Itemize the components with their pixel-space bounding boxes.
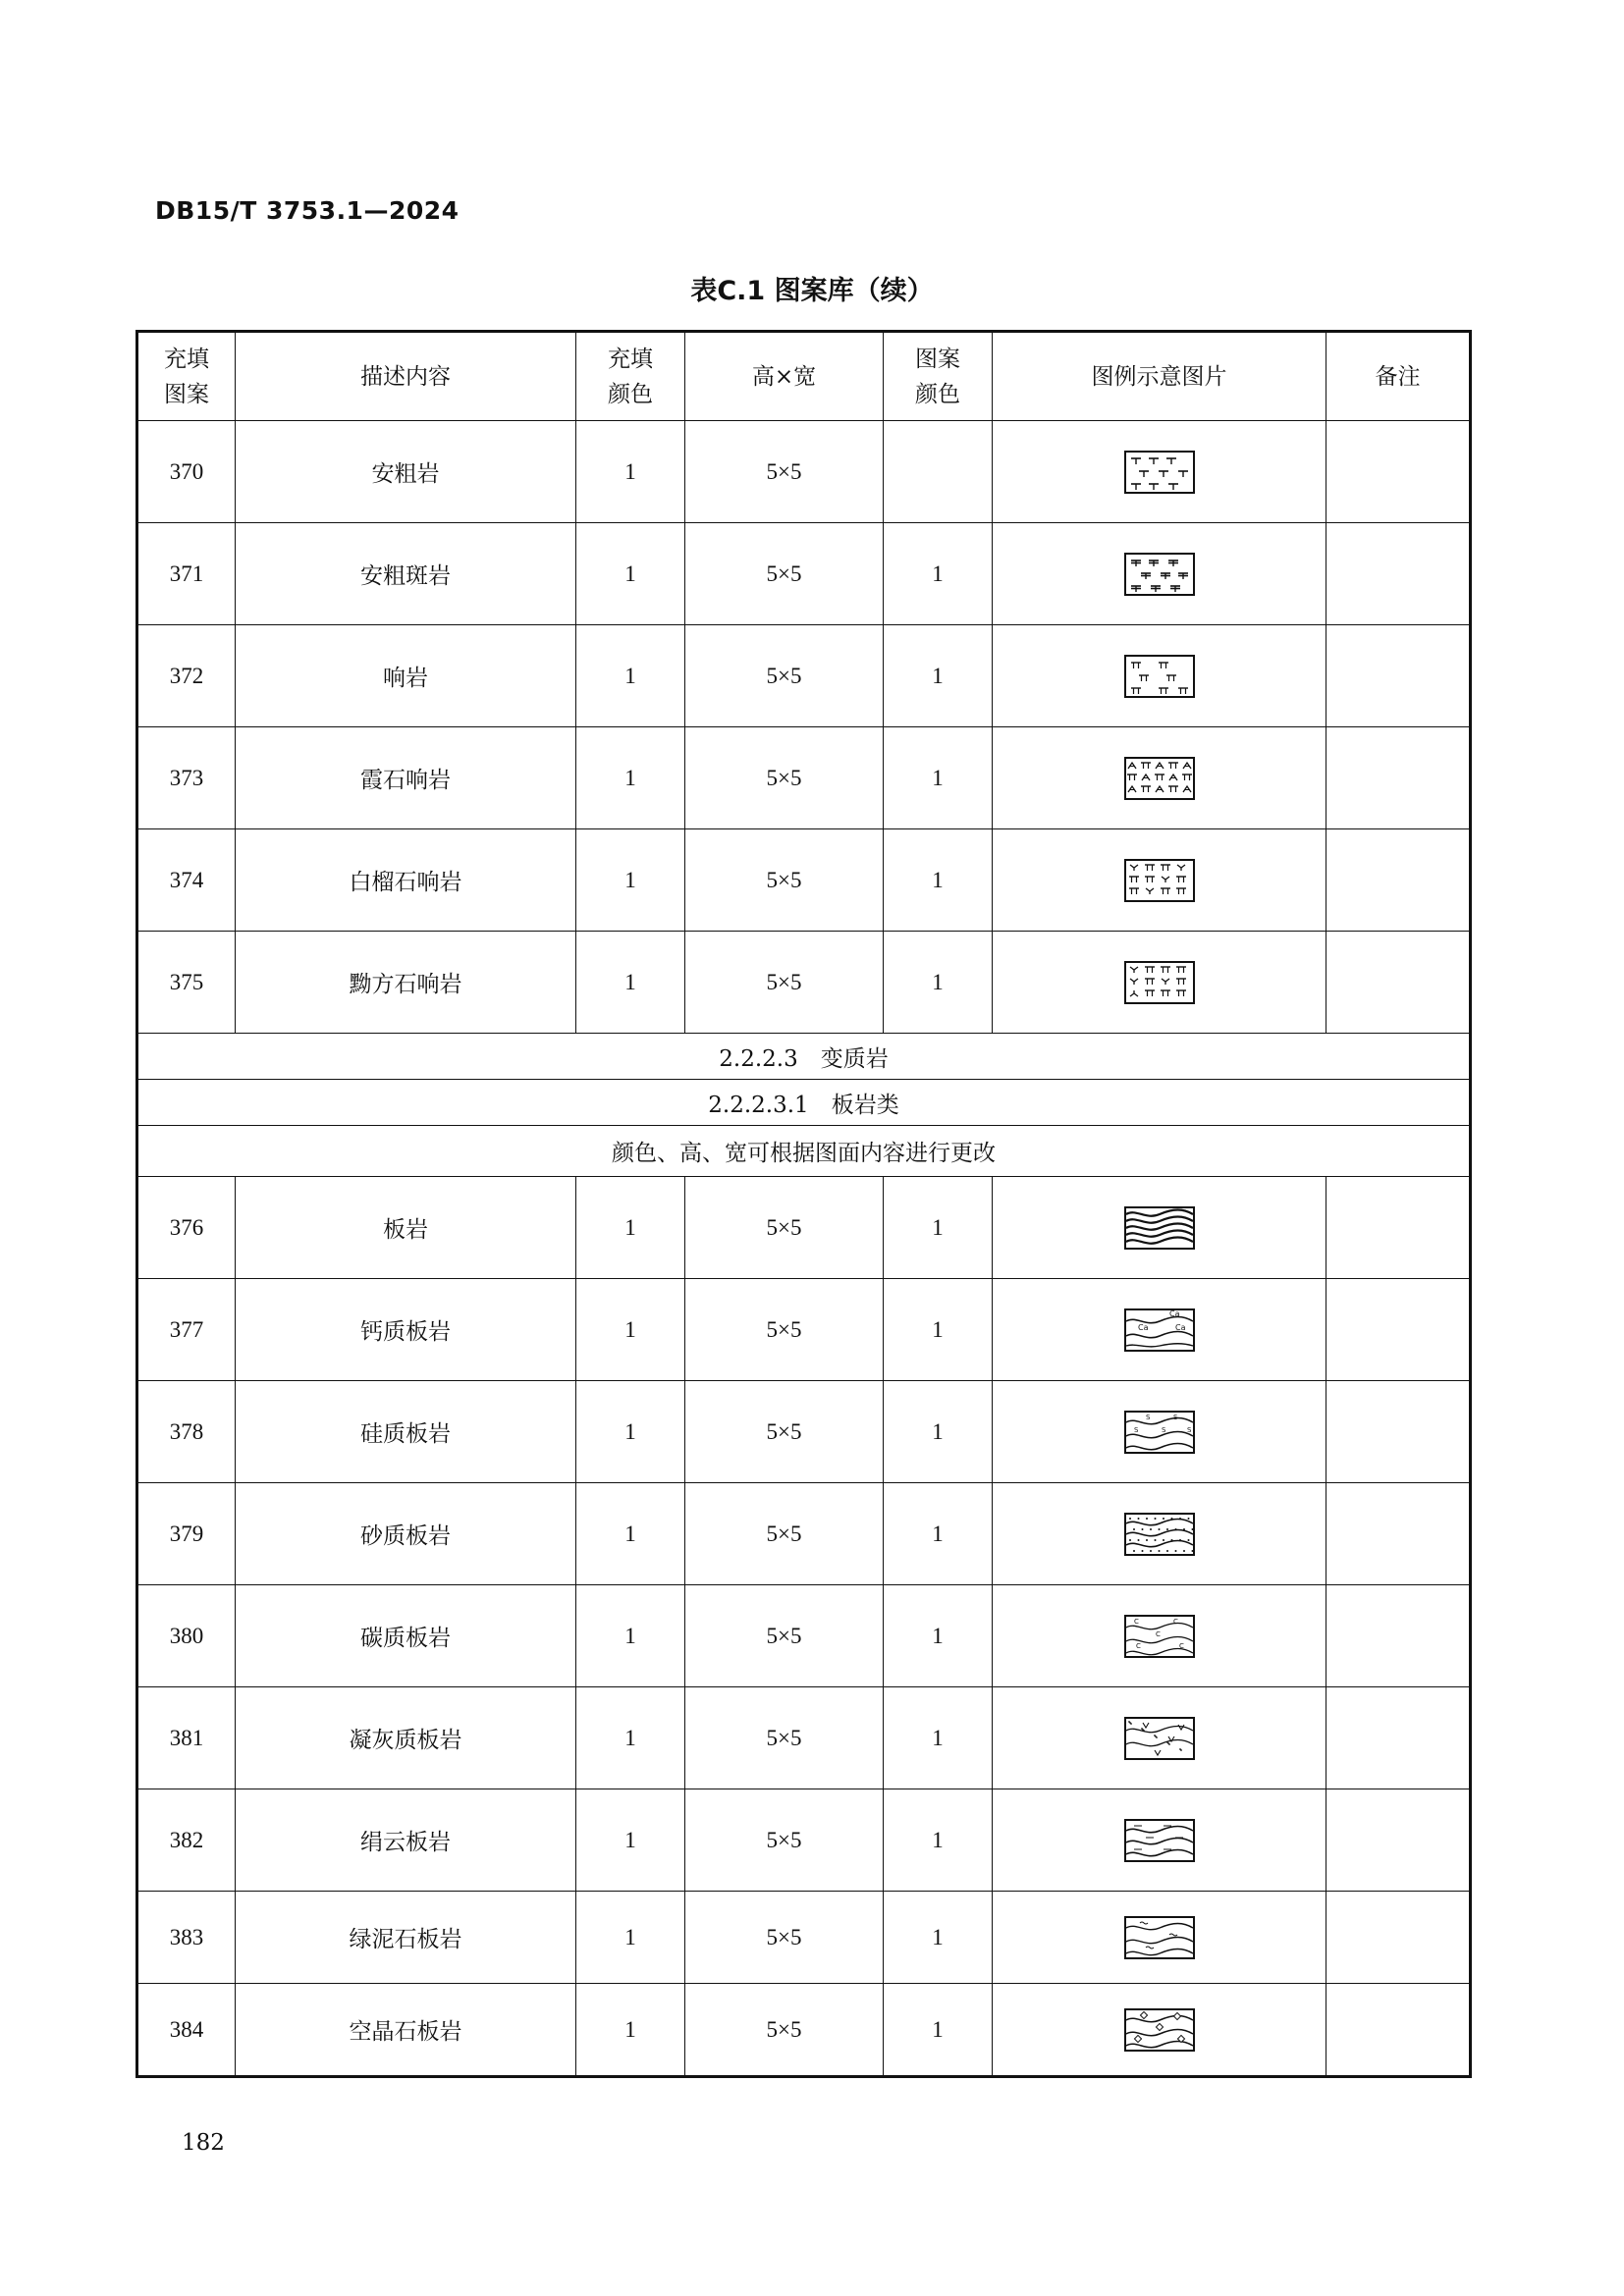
table-row — [137, 1892, 1471, 1984]
table-row — [137, 1789, 1471, 1892]
pattern-color-cell: 1 — [884, 1585, 993, 1687]
section-row — [137, 1126, 1471, 1177]
size-cell: 5×5 — [685, 1687, 884, 1789]
legend-cell — [993, 1892, 1326, 1984]
svg-text:Ca: Ca — [1137, 1322, 1148, 1332]
table-row — [137, 1585, 1471, 1687]
carbonaceous-slate-pattern-icon — [1124, 1615, 1195, 1658]
svg-text:S: S — [1161, 1425, 1165, 1434]
pattern-color-cell: 1 — [884, 1177, 993, 1279]
pattern-color-cell — [884, 421, 993, 523]
size-cell: 5×5 — [685, 421, 884, 523]
fill-color-cell: 1 — [576, 421, 685, 523]
table-row — [137, 421, 1471, 523]
sandy-slate-pattern-icon — [1124, 1513, 1195, 1556]
header-text: 充填 颜色 — [608, 346, 653, 407]
legend-cell — [993, 421, 1326, 523]
description-cell: 安粗岩 — [236, 421, 576, 523]
fill-color-cell: 1 — [576, 932, 685, 1034]
fill-color-cell: 1 — [576, 1483, 685, 1585]
description-cell: 板岩 — [236, 1177, 576, 1279]
code-cell: 370 — [137, 421, 236, 523]
size-cell: 5×5 — [685, 932, 884, 1034]
description-cell: 硅质板岩 — [236, 1381, 576, 1483]
header-text: 图例示意图片 — [1091, 363, 1227, 390]
calcareous-slate-pattern-icon — [1124, 1308, 1195, 1352]
remarks-cell — [1326, 1381, 1471, 1483]
remarks-cell — [1326, 1984, 1471, 2077]
table-row — [137, 1483, 1471, 1585]
slate-pattern-icon — [1124, 1206, 1195, 1250]
svg-text:C: C — [1155, 1629, 1161, 1638]
table-row — [137, 932, 1471, 1034]
pattern-color-cell: 1 — [884, 1483, 993, 1585]
remarks-cell — [1326, 932, 1471, 1034]
legend-cell — [993, 1483, 1326, 1585]
svg-text:C: C — [1172, 1617, 1178, 1626]
document-id: DB15/T 3753.1—2024 — [155, 196, 460, 225]
legend-cell — [993, 523, 1326, 625]
svg-text:S: S — [1186, 1425, 1191, 1434]
pattern-color-cell: 1 — [884, 523, 993, 625]
size-cell: 5×5 — [685, 523, 884, 625]
chiastolite-slate-pattern-icon — [1124, 2008, 1195, 2052]
code-cell: 378 — [137, 1381, 236, 1483]
remarks-cell — [1326, 625, 1471, 727]
header-pattern-code — [137, 332, 236, 421]
size-cell: 5×5 — [685, 829, 884, 932]
header-remarks — [1326, 332, 1471, 421]
description-cell: 霞石响岩 — [236, 727, 576, 829]
size-cell: 5×5 — [685, 1279, 884, 1381]
code-cell: 384 — [137, 1984, 236, 2077]
code-cell: 379 — [137, 1483, 236, 1585]
description-cell: 黝方石响岩 — [236, 932, 576, 1034]
code-cell: 375 — [137, 932, 236, 1034]
header-fill-color — [576, 332, 685, 421]
description-cell: 砂质板岩 — [236, 1483, 576, 1585]
legend-cell — [993, 1381, 1326, 1483]
legend-cell — [993, 727, 1326, 829]
trachyandesite-pattern-icon — [1124, 451, 1195, 494]
section-row — [137, 1034, 1471, 1080]
code-cell: 373 — [137, 727, 236, 829]
fill-color-cell: 1 — [576, 727, 685, 829]
size-cell: 5×5 — [685, 1483, 884, 1585]
table-row — [137, 1984, 1471, 2077]
code-cell: 372 — [137, 625, 236, 727]
table-row — [137, 625, 1471, 727]
pattern-color-cell: 1 — [884, 1381, 993, 1483]
fill-color-cell: 1 — [576, 1789, 685, 1892]
siliceous-slate-pattern-icon — [1124, 1411, 1195, 1454]
legend-cell — [993, 1177, 1326, 1279]
tuffaceous-slate-pattern-icon — [1124, 1717, 1195, 1760]
pattern-color-cell: 1 — [884, 829, 993, 932]
pattern-color-cell: 1 — [884, 1892, 993, 1984]
description-cell: 响岩 — [236, 625, 576, 727]
nosean-phonolite-pattern-icon — [1124, 961, 1195, 1004]
section-row — [137, 1080, 1471, 1126]
table-title: 表C.1 图案库（续） — [690, 276, 934, 306]
table-row — [137, 523, 1471, 625]
pattern-color-cell: 1 — [884, 1687, 993, 1789]
fill-color-cell: 1 — [576, 1687, 685, 1789]
remarks-cell — [1326, 829, 1471, 932]
fill-color-cell: 1 — [576, 1177, 685, 1279]
legend-cell — [993, 625, 1326, 727]
fill-color-cell: 1 — [576, 523, 685, 625]
fill-color-cell: 1 — [576, 1892, 685, 1984]
size-cell: 5×5 — [685, 1984, 884, 2077]
description-cell: 绢云板岩 — [236, 1789, 576, 1892]
header-text: 描述内容 — [360, 363, 451, 390]
table-row — [137, 1381, 1471, 1483]
svg-text:C: C — [1133, 1617, 1139, 1626]
fill-color-cell: 1 — [576, 1381, 685, 1483]
table-row — [137, 1177, 1471, 1279]
header-description — [236, 332, 576, 421]
fill-color-cell: 1 — [576, 1984, 685, 2077]
description-cell: 凝灰质板岩 — [236, 1687, 576, 1789]
section-heading: 2.2.2.3 变质岩 — [137, 1034, 1471, 1080]
remarks-cell — [1326, 421, 1471, 523]
fill-color-cell: 1 — [576, 625, 685, 727]
table-row — [137, 1279, 1471, 1381]
header-legend-image — [993, 332, 1326, 421]
description-cell: 钙质板岩 — [236, 1279, 576, 1381]
description-cell: 安粗斑岩 — [236, 523, 576, 625]
pattern-library-table — [135, 330, 1472, 2078]
legend-cell — [993, 1585, 1326, 1687]
svg-text:C: C — [1135, 1641, 1141, 1650]
code-cell: 382 — [137, 1789, 236, 1892]
legend-cell — [993, 1789, 1326, 1892]
header-text: 高×宽 — [751, 363, 817, 390]
header-text: 图案 颜色 — [915, 346, 960, 407]
header-row — [137, 332, 1471, 421]
remarks-cell — [1326, 1279, 1471, 1381]
remarks-cell — [1326, 1892, 1471, 1984]
table-row — [137, 727, 1471, 829]
svg-text:Ca: Ca — [1168, 1308, 1179, 1318]
table-row — [137, 1687, 1471, 1789]
code-cell: 381 — [137, 1687, 236, 1789]
nepheline-phonolite-pattern-icon — [1124, 757, 1195, 800]
fill-color-cell: 1 — [576, 829, 685, 932]
table-row — [137, 829, 1471, 932]
code-cell: 374 — [137, 829, 236, 932]
size-cell: 5×5 — [685, 1789, 884, 1892]
legend-cell — [993, 1687, 1326, 1789]
remarks-cell — [1326, 1687, 1471, 1789]
remarks-cell — [1326, 523, 1471, 625]
svg-text:S: S — [1172, 1413, 1177, 1421]
description-cell: 绿泥石板岩 — [236, 1892, 576, 1984]
header-text: 备注 — [1375, 363, 1421, 390]
legend-cell — [993, 932, 1326, 1034]
fill-color-cell: 1 — [576, 1279, 685, 1381]
leucite-phonolite-pattern-icon — [1124, 859, 1195, 902]
code-cell: 376 — [137, 1177, 236, 1279]
code-cell: 371 — [137, 523, 236, 625]
remarks-cell — [1326, 1483, 1471, 1585]
remarks-cell — [1326, 1585, 1471, 1687]
svg-text:S: S — [1133, 1425, 1138, 1434]
size-cell: 5×5 — [685, 1381, 884, 1483]
size-cell: 5×5 — [685, 1177, 884, 1279]
legend-cell — [993, 829, 1326, 932]
pattern-color-cell: 1 — [884, 1279, 993, 1381]
page-number: 182 — [182, 2130, 225, 2156]
size-cell: 5×5 — [685, 1585, 884, 1687]
sericite-slate-pattern-icon — [1124, 1819, 1195, 1862]
code-cell: 383 — [137, 1892, 236, 1984]
pattern-color-cell: 1 — [884, 727, 993, 829]
description-cell: 空晶石板岩 — [236, 1984, 576, 2077]
description-cell: 碳质板岩 — [236, 1585, 576, 1687]
remarks-cell — [1326, 727, 1471, 829]
size-cell: 5×5 — [685, 1892, 884, 1984]
phonolite-pattern-icon — [1124, 655, 1195, 698]
size-cell: 5×5 — [685, 727, 884, 829]
chlorite-slate-pattern-icon — [1124, 1916, 1195, 1959]
pattern-color-cell: 1 — [884, 932, 993, 1034]
fill-color-cell: 1 — [576, 1585, 685, 1687]
code-cell: 380 — [137, 1585, 236, 1687]
trachyandesite-porphyry-pattern-icon — [1124, 553, 1195, 596]
section-subheading: 2.2.2.3.1 板岩类 — [137, 1080, 1471, 1126]
remarks-cell — [1326, 1177, 1471, 1279]
svg-text:Ca: Ca — [1174, 1322, 1185, 1332]
size-cell: 5×5 — [685, 625, 884, 727]
description-cell: 白榴石响岩 — [236, 829, 576, 932]
pattern-color-cell: 1 — [884, 1789, 993, 1892]
code-cell: 377 — [137, 1279, 236, 1381]
remarks-cell — [1326, 1789, 1471, 1892]
header-size — [685, 332, 884, 421]
legend-cell — [993, 1984, 1326, 2077]
svg-text:S: S — [1145, 1413, 1150, 1421]
section-note: 颜色、高、宽可根据图面内容进行更改 — [137, 1126, 1471, 1177]
pattern-color-cell: 1 — [884, 625, 993, 727]
pattern-color-cell: 1 — [884, 1984, 993, 2077]
svg-text:C: C — [1178, 1641, 1184, 1650]
legend-cell — [993, 1279, 1326, 1381]
header-pattern-color — [884, 332, 993, 421]
header-text: 充填 图案 — [164, 346, 209, 407]
